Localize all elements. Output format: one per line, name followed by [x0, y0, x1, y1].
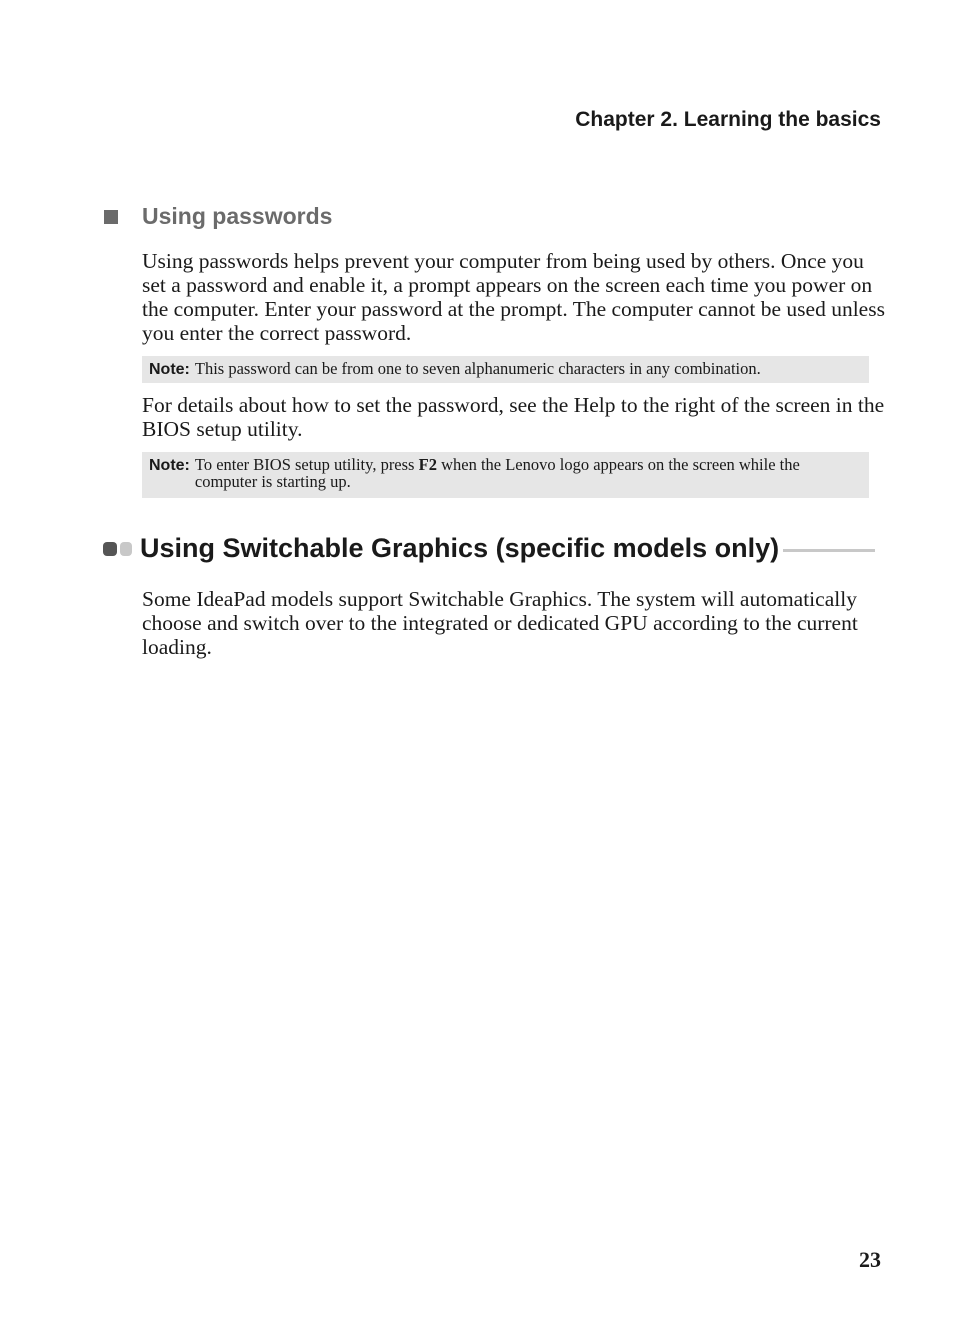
bios-setup-note: [142, 452, 869, 498]
chapter-header: Chapter 2. Learning the basics: [575, 108, 881, 131]
note-text-after: when the Lenovo logo appears on the screen while the computer is starting up.: [194, 455, 800, 491]
switchable-graphics-heading-text: Using Switchable Graphics (specific models only): [140, 533, 780, 563]
note-text-before: To enter BIOS setup utility, press: [194, 455, 419, 474]
heading-bullet-icon: [103, 542, 132, 556]
page-number: 23: [859, 1247, 881, 1272]
f2-key: F2: [418, 455, 437, 474]
note-label: Note:: [149, 361, 190, 378]
passwords-subheading: [104, 203, 332, 230]
note-text: [195, 456, 861, 490]
passwords-subheading-text: Using passwords: [142, 203, 333, 229]
dark-bullet-icon: [103, 542, 117, 556]
light-bullet-icon: [120, 542, 132, 556]
note-text: This password can be from one to seven alphanumeric characters in any combination.: [194, 359, 761, 378]
passwords-paragraph-1: Using passwords helps prevent your computer from being used by others. Once you set a password and enable it, a prompt appears on the screen each time you power on the computer. Enter your password at the prompt. The computer cannot be used unless you enter the correct password.: [142, 249, 885, 345]
password-length-note: [142, 356, 869, 383]
switchable-graphics-heading: [103, 533, 875, 564]
heading-rule: [783, 549, 875, 552]
square-bullet-icon: [104, 210, 118, 224]
note-label: Note:: [149, 457, 190, 474]
passwords-paragraph-2: For details about how to set the password, see the Help to the right of the screen in the BIOS setup utility.: [142, 393, 885, 441]
switchable-graphics-paragraph: Some IdeaPad models support Switchable Graphics. The system will automatically choose and switch over to the integrated or dedicated GPU according to the current loading.: [142, 587, 858, 659]
